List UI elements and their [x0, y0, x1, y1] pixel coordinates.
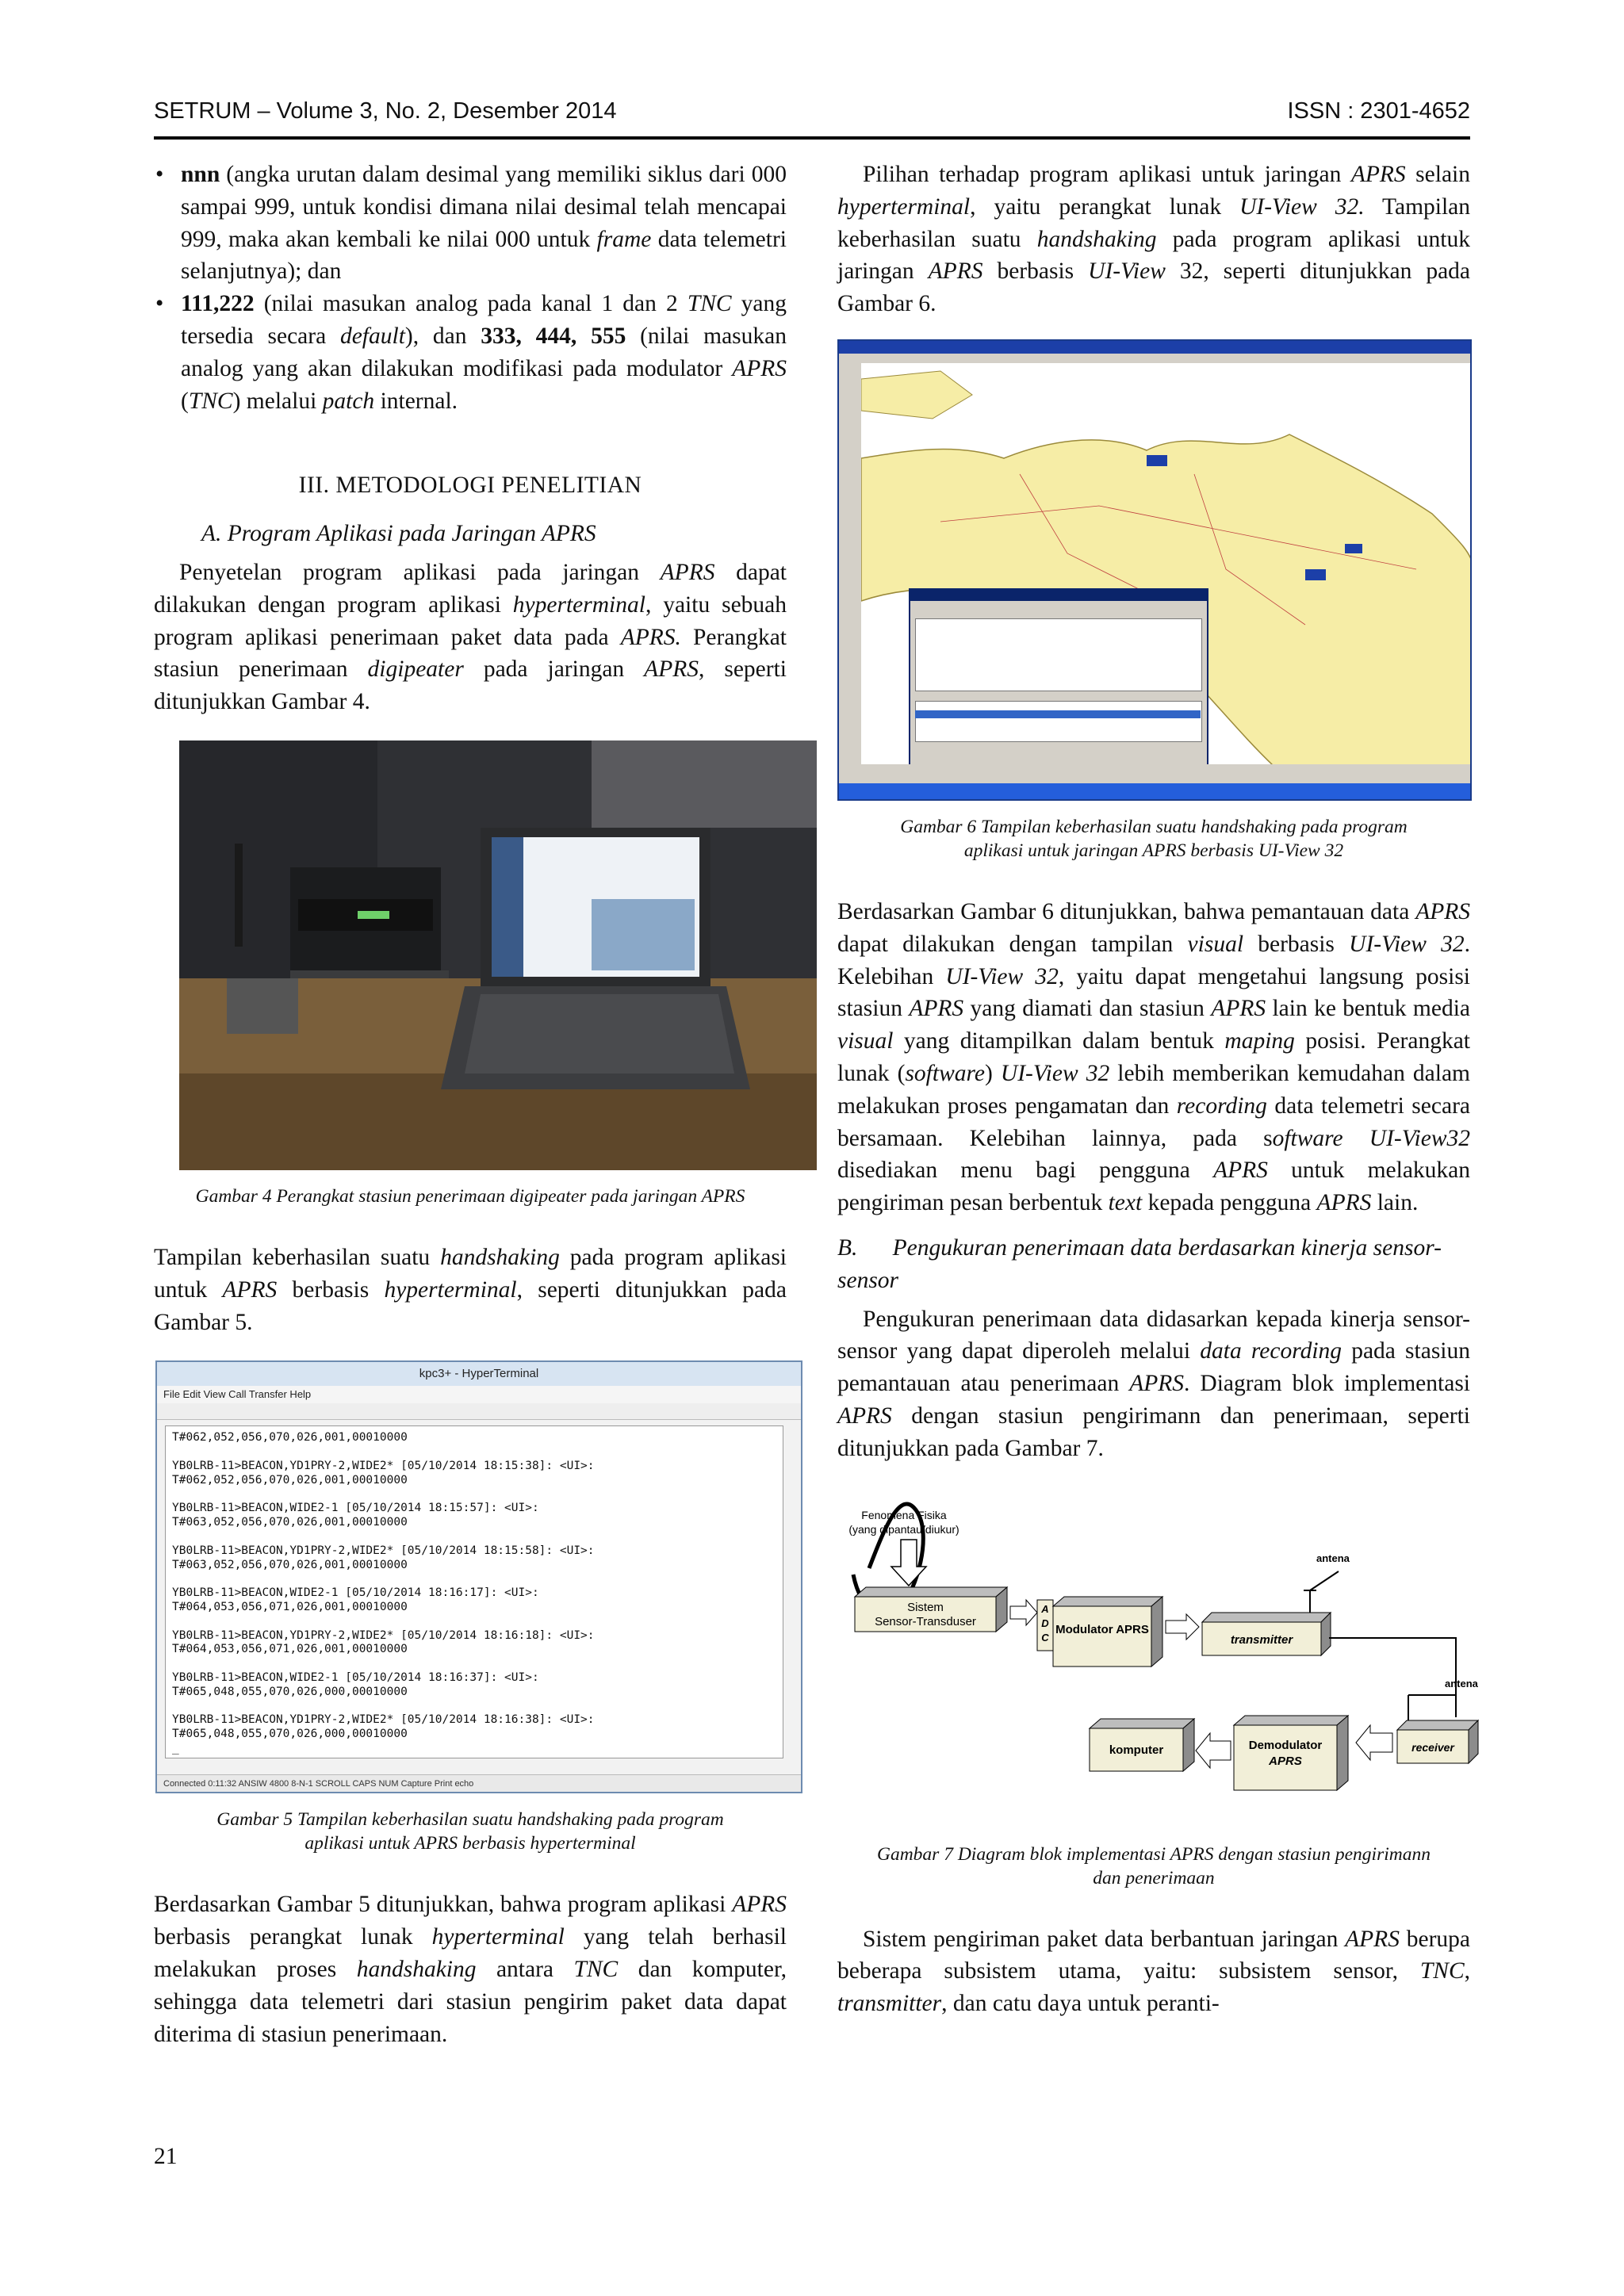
- status-bar: Connected 0:11:32 ANSIW 4800 8-N-1 SCROLL CAPS NUM Capture Print echo: [157, 1774, 801, 1792]
- paragraph: Penyetelan program aplikasi pada jaringan APRS dapat dilakukan dengan program aplikasi hyperterminal, yaitu sebuah program aplikasi penerimaan paket data pada APRS. Perangkat stasiun penerimaan digipeater pada jaringan APRS, seperti ditunjukkan Gambar 4.: [154, 559, 787, 715]
- right-arrow-icon: [1010, 1600, 1037, 1625]
- issn: ISSN : 2301-4652: [1287, 98, 1470, 124]
- figure-4-caption: Gambar 4 Perangkat stasiun penerimaan digipeater pada jaringan APRS: [195, 1185, 745, 1207]
- antenna-icon: [1408, 1695, 1456, 1720]
- fenomena-label-line1: Fenomena Fisika: [861, 1508, 947, 1521]
- messages-window: [909, 588, 1208, 783]
- modulator-block: [1053, 1606, 1151, 1667]
- selected-row: [915, 710, 1201, 718]
- subsection-heading-b: B. Pengukuran penerimaan data berdasarkan kinerja sensor-sensor: [837, 1234, 1442, 1293]
- header-rule: [154, 136, 1470, 140]
- left-arrow-icon: [1356, 1725, 1392, 1760]
- left-column: [154, 159, 787, 2050]
- figure-5-caption: Gambar 5 Tampilan keberhasilan suatu handshaking pada program aplikasi untuk APRS berbasis hyperterminal: [216, 1809, 724, 1854]
- figure-4-photo: [179, 740, 817, 1170]
- sensor-transduser-label: Sensor-Transduser: [875, 1614, 976, 1628]
- paragraph: Tampilan keberhasilan suatu handshaking pada program aplikasi untuk APRS berbasis hyperterminal, seperti ditunjukkan pada Gambar 5.: [154, 1244, 787, 1335]
- fenomena-label-line2: (yang dipantau/diukur): [848, 1522, 959, 1536]
- transmitter-label: transmitter: [1230, 1632, 1293, 1647]
- figure-7-block-diagram: [837, 1479, 1488, 1828]
- left-arrow-icon: [1196, 1733, 1231, 1768]
- aprs-block-diagram: [837, 1479, 1488, 1828]
- svg-text:D: D: [1041, 1617, 1049, 1629]
- list-item: • 111,222 (nilai masukan analog pada kanal 1 dan 2 TNC yang tersedia secara default), dan 333, 444, 555 (nilai masukan analog yang akan dilakukan modifikasi pada modulator APRS (TNC) melalui patch internal.: [154, 288, 787, 417]
- menu-bar: [839, 354, 1470, 363]
- antenna-icon: [1304, 1571, 1339, 1613]
- paragraph: Berdasarkan Gambar 5 ditunjukkan, bahwa program aplikasi APRS berbasis perangkat lunak hyperterminal yang telah berhasil melakukan proses handshaking antara TNC dan komputer, sehingga data telemetri dari stasiun pengirim paket data dapat diterima di stasiun penerimaan.: [154, 1892, 787, 2047]
- journal-title: SETRUM – Volume 3, No. 2, Desember 2014: [154, 98, 617, 124]
- paragraph: Berdasarkan Gambar 6 ditunjukkan, bahwa pemantauan data APRS dapat dilakukan dengan tampilan visual berbasis UI-View 32. Kelebihan UI-View 32, yaitu dapat mengetahui langsung posisi stasiun APRS yang diamati dan stasiun APRS lain ke bentuk media visual yang ditampilkan dalam bentuk maping posisi. Perangkat lunak (software) UI-View 32 lebih memberikan kemudahan dalam melakukan proses pengamatan dan recording data telemetri secara bersamaan. Kelebihan lainnya, pada software UI-View32 disediakan menu bagi pengguna APRS untuk melakukan pengiriman pesan berbentuk text kepada pengguna APRS lain.: [837, 898, 1471, 1216]
- svg-text:C: C: [1041, 1631, 1049, 1644]
- right-arrow-icon: [1166, 1614, 1199, 1640]
- svg-text:A: A: [1041, 1602, 1049, 1615]
- window-title: kpc3+ - HyperTerminal: [157, 1362, 801, 1386]
- figure-6-caption: Gambar 6 Tampilan keberhasilan suatu handshaking pada program aplikasi untuk jaringan APRS berbasis UI-View 32: [900, 816, 1408, 861]
- sistem-label: Sistem: [907, 1600, 944, 1614]
- section-heading: III. METODOLOGI PENELITIAN: [298, 473, 642, 499]
- right-column: [837, 159, 1478, 2020]
- receiver-label: receiver: [1411, 1740, 1454, 1754]
- list-item: • nnn (angka urutan dalam desimal yang memiliki siklus dari 000 sampai 999, untuk kondisi dimana nilai desimal telah mencapai 999, maka akan kembali ke nilai 000 untuk frame data telemetri selanjutnya); dan: [154, 159, 787, 288]
- demodulator-label: Demodulator: [1248, 1738, 1323, 1752]
- paragraph: Pilihan terhadap program aplikasi untuk jaringan APRS selain hyperterminal, yaitu perangkat lunak UI-View 32. Tampilan keberhasilan suatu handshaking pada program aplikasi untuk jaringan APRS berbasis UI-View 32, seperti ditunjukkan pada Gambar 6.: [837, 162, 1471, 317]
- paragraph: Sistem pengiriman paket data berbantuan jaringan APRS berupa beberapa subsistem utama, yaitu: subsistem sensor, TNC, transmitter, dan catu daya untuk peranti-: [837, 1926, 1471, 2017]
- messages-title-bar: [910, 590, 1207, 601]
- antena-bottom-label: antena: [1445, 1677, 1478, 1689]
- side-toolbar: [839, 363, 861, 764]
- menu-bar: File Edit View Call Transfer Help: [157, 1386, 801, 1403]
- figure-7-caption: Gambar 7 Diagram blok implementasi APRS dengan stasiun pengirimann dan penerimaan: [876, 1843, 1431, 1888]
- status-bar: [839, 764, 1470, 783]
- digipeater-photo-illustration: [179, 740, 817, 1170]
- messages-list: [915, 618, 1202, 691]
- modulator-label: Modulator APRS: [1055, 1622, 1149, 1636]
- komputer-label: komputer: [1109, 1743, 1164, 1757]
- demodulator-aprs-label: APRS: [1269, 1754, 1302, 1768]
- figure-6-uiview: [837, 339, 1472, 801]
- antena-top-label: antena: [1316, 1552, 1350, 1564]
- window-title-bar: [839, 341, 1470, 354]
- telemetry-field-list: [154, 159, 787, 417]
- taskbar: [839, 783, 1470, 799]
- paragraph: Pengukuran penerimaan data didasarkan kepada kinerja sensor-sensor yang dapat diperoleh melalui data recording pada stasiun pemantauan atau penerimaan APRS. Diagram blok implementasi APRS dengan stasiun pengirimann dan penerimaan, seperti ditunjukkan pada Gambar 7.: [837, 1306, 1470, 1461]
- terminal-output: T#062,052,056,070,026,001,00010000 YB0LRB-11>BEACON,YD1PRY-2,WIDE2* [05/10/2014 18:15:38]: <UI>: T#062,052,056,070,026,001,00010000 YB0LRB-11>BEACON,WIDE2-1 [05/10/2014 18:15:57]: <UI>: T#063,052,056,070,026,001,00010000 YB0LRB-11>BEACON,YD1PRY-2,WIDE2* [05/10/2014 18:15:58]: <UI>: T#063,052,056,070,026,001,00010000 YB0LRB-11>BEACON,WIDE2-1 [05/10/2014 18:16:17]: <UI>: T#064,053,056,071,026,001,00010000 YB0LRB-11>BEACON,YD1PRY-2,WIDE2* [05/10/2014 18:16:18]: <UI>: T#064,053,056,071,026,001,00010000 YB0LRB-11>BEACON,WIDE2-1 [05/10/2014 18:16:37]: <UI>: T#065,048,055,070,026,000,00010000 YB0LRB-11>BEACON,YD1PRY-2,WIDE2* [05/10/2014 18:16:38]: <UI>: T#065,048,055,070,026,000,00010000 _: [165, 1425, 783, 1758]
- figure-5-hyperterminal: [155, 1360, 802, 1793]
- toolbar: [157, 1403, 801, 1420]
- page-number: 21: [154, 2144, 178, 2169]
- outgoing-list: [915, 701, 1202, 742]
- subsection-heading-a: A. Program Aplikasi pada Jaringan APRS: [201, 521, 596, 547]
- running-header: [154, 98, 1470, 140]
